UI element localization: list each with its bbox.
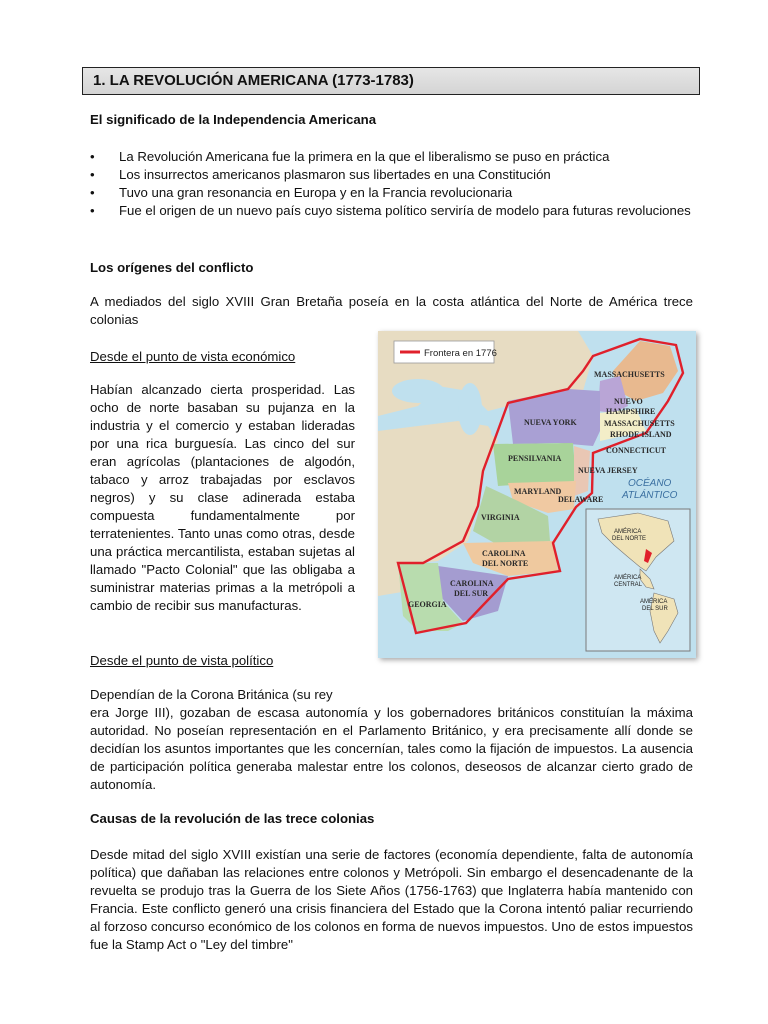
map-label-atlantico: ATLÁNTICO (622, 490, 678, 501)
title-box (82, 67, 700, 95)
list-item: • La Revolución Americana fue la primera en la que el liberalismo se puso en práctica (90, 149, 610, 164)
map-label-virginia: VIRGINIA (481, 513, 520, 522)
causes-paragraph: Desde mitad del siglo XVIII existían una serie de factores (economía dependiente, falta de autonomía política) que dañaban las relaciones entre colonos y Metrópoli. Sin embargo el desencadenante de la revuelta se produjo tras la Guerra de los Siete Años (1756-1763) que Inglaterra había mantenido con Francia. Este conflicto generó una crisis financiera del Estado que la Corona intentó paliar recurriendo al forzoso concurso económico de los colonos en forma de nuevos impuestos. Uno de estos impuestos fue la Stamp Act o "Ley del timbre" (90, 847, 693, 952)
map-label-maryland: MARYLAND (514, 487, 562, 496)
map-inset-label-as-2: DEL SUR (642, 606, 668, 612)
heading-origenes: Los orígenes del conflicto (90, 260, 254, 275)
map-legend-label: Frontera en 1776 (424, 348, 497, 359)
bullet-icon: • (90, 149, 95, 164)
list-item: • Fue el origen de un nuevo país cuyo sistema político serviría de modelo para futuras revoluciones (90, 203, 691, 218)
map-inset-label-ac-1: AMÉRICA (614, 575, 642, 581)
map-label-carolina-sur-2: DEL SUR (454, 589, 489, 598)
economic-paragraph: Habían alcanzado cierta prosperidad. Las ocho de norte basaban su pujanza en la industria y el comercio y estaban lideradas por una rica burguesía. Las cinco del sur eran agrícolas (plantaciones de algodón, tabaco y arroz trabajadas por esclavos negros) y su clase adinerada estaba compuesta fundamentalmente por terratenientes. Tanto unas como otras, desde una práctica mercantilista, estaban sujetas al llamado "Pacto Colonial" que las obligaba a suministrar materias primas a la metrópoli a cambio de recibir sus manufacturas. (90, 382, 355, 613)
map-inset-label-as-1: AMÉRICA (640, 599, 668, 605)
bullet-icon: • (90, 185, 95, 200)
map-inset-label-an-1: AMÉRICA (614, 529, 642, 535)
heading-causas: Causas de la revolución de las trece colonias (90, 811, 375, 826)
intro-paragraph: A mediados del siglo XVIII Gran Bretaña poseía en la costa atlántica del Norte de América trece colonias (90, 294, 693, 327)
bullet-list (90, 148, 693, 220)
map-label-carolina-norte-1: CAROLINA (482, 549, 526, 558)
map-label-nueva-york: NUEVA YORK (524, 418, 577, 427)
map-label-carolina-norte-2: DEL NORTE (482, 559, 529, 568)
heading-economico: Desde el punto de vista económico (90, 349, 296, 364)
map-label-rhode-island: RHODE ISLAND (610, 430, 672, 439)
map-lake-2 (458, 383, 482, 435)
map-label-hampshire: HAMPSHIRE (606, 407, 656, 416)
map-label-massachusetts-2: MASSACHUSETTS (604, 419, 675, 428)
political-paragraph: era Jorge III), gozaban de escasa autonomía y los gobernadores británicos constituían la máxima autoridad. No poseían representación en el Parlamento Británico, y era precisamente allí donde se decidían los asuntos importantes que les concernían, tales como la fijación de impuestos. La ausencia de participación política generaba malestar entre los colonos, deseosos de alcanzar cierto grado de autonomía. (90, 705, 693, 792)
list-item: • Tuvo una gran resonancia en Europa y en la Francia revolucionaria (90, 185, 513, 200)
map-inset-label-an-2: DEL NORTE (612, 536, 647, 542)
map-label-georgia: GEORGIA (408, 600, 447, 609)
map-label-oceano: OCÉANO (628, 478, 672, 489)
map-label-pensilvania: PENSILVANIA (508, 454, 562, 463)
political-line-1: Dependían de la Corona Británica (su rey (90, 687, 333, 702)
map-pennsylvania (493, 443, 576, 486)
map-label-connecticut: CONNECTICUT (606, 446, 667, 455)
heading-significado: El significado de la Independencia Americana (90, 112, 377, 127)
list-item: • Los insurrectos americanos plasmaron sus libertades en una Constitución (90, 167, 551, 182)
map-label-delaware: DELAWARE (558, 495, 604, 504)
map-label-nueva-jersey: NUEVA JERSEY (578, 466, 638, 475)
map-label-massachusetts: MASSACHUSETTS (594, 370, 665, 379)
heading-politico: Desde el punto de vista político (90, 653, 274, 668)
map-label-carolina-sur-1: CAROLINA (450, 579, 494, 588)
bullet-icon: • (90, 203, 95, 218)
page-title: 1. LA REVOLUCIÓN AMERICANA (1773-1783) (93, 72, 414, 89)
colonies-map (378, 331, 696, 658)
bullet-icon: • (90, 167, 95, 182)
map-lake-1 (392, 379, 444, 403)
map-inset-label-ac-2: CENTRAL (614, 582, 643, 588)
map-label-nuevo: NUEVO (614, 397, 643, 406)
